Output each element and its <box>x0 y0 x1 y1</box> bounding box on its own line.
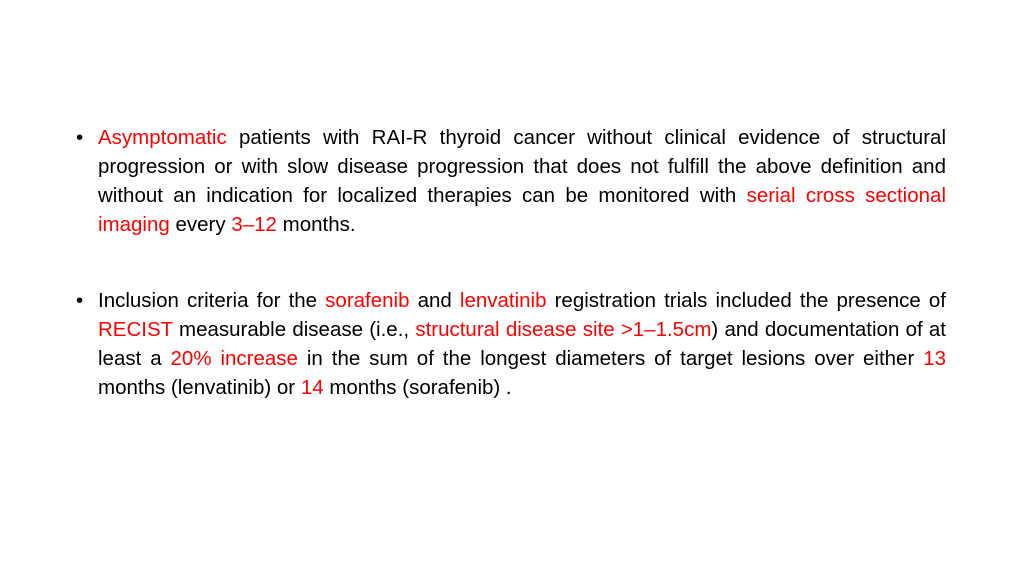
bullet-text <box>98 289 946 399</box>
text-segment: 14 <box>300 376 324 399</box>
text-segment: sorafenib <box>325 289 410 312</box>
text-segment: measurable disease (i.e., <box>172 318 416 341</box>
text-segment: ) and documentation of at least a <box>98 318 946 370</box>
bullet-item <box>76 286 946 402</box>
text-segment: lenvatinib <box>459 289 547 312</box>
text-segment: months. <box>276 213 356 236</box>
text-segment: months (sorafenib) . <box>323 376 512 399</box>
bullet-list <box>76 123 946 402</box>
text-segment: serial cross sectional imaging <box>98 184 946 236</box>
text-segment: Inclusion criteria for the <box>98 289 326 312</box>
text-segment: RECIST <box>98 318 173 341</box>
text-segment: 13 <box>923 347 946 370</box>
bullet-text <box>98 126 946 236</box>
text-segment: Asymptomatic <box>98 126 227 149</box>
text-segment: and <box>409 289 460 312</box>
bullet-item <box>76 123 946 239</box>
text-segment: patients with RAI-R thyroid cancer without clinical evidence of structural progression or with slow disease progression that does not fulfill the above definition and without an indication for localized therapies can be monitored with <box>98 126 946 207</box>
text-segment: months (lenvatinib) or <box>98 376 301 399</box>
text-segment: structural disease site >1–1.5cm <box>415 318 712 341</box>
text-segment: 20% increase <box>170 347 298 370</box>
text-segment: in the sum of the longest diameters of target lesions over either <box>297 347 924 370</box>
text-segment: registration trials included the presence of <box>546 289 946 312</box>
text-segment: 3–12 <box>231 213 277 236</box>
text-segment: every <box>169 213 232 236</box>
bullet-icon: • <box>76 126 84 149</box>
bullet-icon: • <box>76 289 84 312</box>
